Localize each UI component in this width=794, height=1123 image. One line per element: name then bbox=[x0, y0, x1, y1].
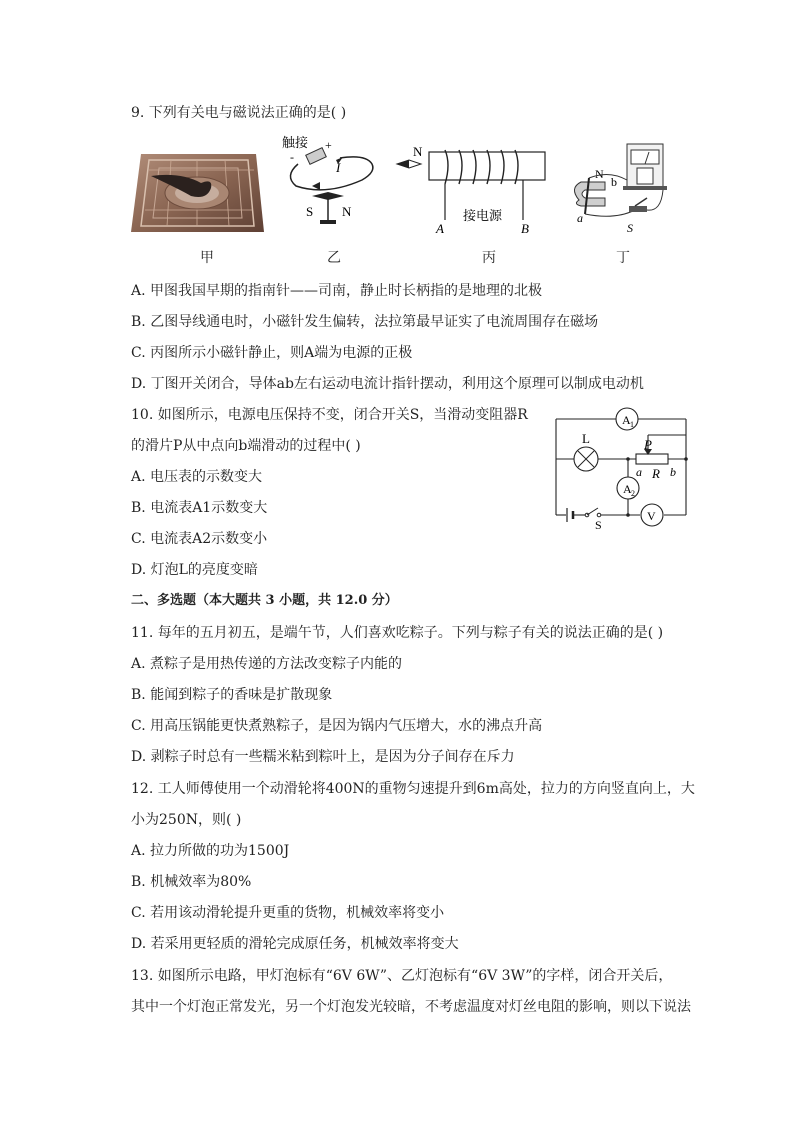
bing-a-label: A bbox=[436, 221, 444, 236]
circuit-a2-sub: 2 bbox=[631, 489, 635, 498]
yi-current-label: I bbox=[336, 160, 341, 175]
q10-stem-line1: 10. 如图所示，电源电压保持不变，闭合开关S，当滑动变阻器R bbox=[131, 407, 528, 423]
q10-option-d: D. 灯泡L的亮度变暗 bbox=[131, 562, 258, 578]
ding-b-label: b bbox=[611, 175, 617, 189]
q9-option-d: D. 丁图开关闭合，导体ab左右运动电流计指针摆动，利用这个原理可以制成电动机 bbox=[131, 376, 644, 392]
circuit-b-end-label: b bbox=[670, 465, 676, 479]
yi-n-label: N bbox=[342, 204, 352, 219]
q9-option-c: C. 丙图所示小磁针静止，则A端为电源的正极 bbox=[131, 345, 413, 361]
q12-stem-line1: 12. 工人师傅使用一个动滑轮将400N的重物匀速提升到6m高处，拉力的方向竖直向上，大 bbox=[131, 781, 695, 797]
q9-stem: 9. 下列有关电与磁说法正确的是( ) bbox=[131, 105, 347, 121]
circuit-lamp-label: L bbox=[582, 431, 590, 446]
q12-option-a: A. 拉力所做的功为1500J bbox=[131, 843, 290, 859]
q11-option-b: B. 能闻到粽子的香味是扩散现象 bbox=[131, 687, 333, 703]
q10-circuit-diagram bbox=[552, 405, 692, 530]
circuit-s-label: S bbox=[595, 518, 602, 530]
fig-ding-induction bbox=[565, 140, 675, 235]
q11-option-a: A. 煮粽子是用热传递的方法改变粽子内能的 bbox=[131, 656, 403, 672]
q10-option-a: A. 电压表的示数变大 bbox=[131, 469, 263, 485]
ding-s-label: S bbox=[627, 221, 633, 235]
q10-option-b: B. 电流表A1示数变大 bbox=[131, 500, 268, 516]
fig-ding-caption: 丁 bbox=[616, 250, 630, 266]
q13-stem-line1: 13. 如图所示电路，甲灯泡标有“6V 6W”、乙灯泡标有“6V 3W”的字样，闭合开关后， bbox=[131, 968, 673, 984]
circuit-a1-label: A bbox=[622, 413, 631, 427]
circuit-p-label: P bbox=[644, 437, 652, 452]
q11-option-d: D. 剥粽子时总有一些糯米粘到粽叶上，是因为分子间存在斥力 bbox=[131, 749, 515, 765]
q9-option-b: B. 乙图导线通电时，小磁针发生偏转，法拉第最早证实了电流周围存在磁场 bbox=[131, 314, 599, 330]
fig-jia-caption: 甲 bbox=[200, 250, 214, 266]
q9-option-a: A. 甲图我国早期的指南针——司南，静止时长柄指的是地理的北极 bbox=[131, 283, 543, 299]
q12-option-b: B. 机械效率为80% bbox=[131, 874, 252, 890]
fig-jia-compass-image bbox=[131, 150, 264, 234]
circuit-r-label: R bbox=[652, 466, 660, 481]
q12-option-c: C. 若用该动滑轮提升更重的货物，机械效率将变小 bbox=[131, 905, 445, 921]
circuit-a1-sub: 1 bbox=[630, 420, 634, 429]
circuit-a2-label: A bbox=[623, 482, 632, 496]
fig-bing-caption: 丙 bbox=[482, 250, 496, 266]
q12-stem-line2: 小为250N，则( ) bbox=[131, 812, 242, 828]
fig-yi-caption: 乙 bbox=[327, 250, 341, 266]
q13-stem-line2: 其中一个灯泡正常发光，另一个灯泡发光较暗，不考虑温度对灯丝电阻的影响，则以下说法 bbox=[131, 999, 691, 1015]
yi-s-label: S bbox=[306, 204, 314, 219]
fig-yi-oersted bbox=[276, 134, 382, 226]
bing-b-label: B bbox=[521, 221, 529, 236]
yi-plus-label: + bbox=[325, 138, 332, 152]
fig-bing-solenoid bbox=[395, 140, 550, 238]
yi-minus-label: - bbox=[290, 150, 294, 164]
yi-touch-label: 触接 bbox=[282, 135, 309, 150]
section-2-heading: 二、多选题（本大题共 3 小题，共 12.0 分） bbox=[131, 593, 398, 608]
bing-power-label: 接电源 bbox=[463, 208, 503, 223]
q12-option-d: D. 若采用更轻质的滑轮完成原任务，机械效率将变大 bbox=[131, 936, 459, 952]
circuit-v-label: V bbox=[647, 509, 656, 523]
q10-option-c: C. 电流表A2示数变小 bbox=[131, 531, 268, 547]
q11-option-c: C. 用高压锅能更快煮熟粽子，是因为锅内气压增大，水的沸点升高 bbox=[131, 718, 543, 734]
bing-n-label: N bbox=[413, 144, 423, 159]
ding-n-label: N bbox=[595, 167, 604, 181]
q11-stem: 11. 每年的五月初五，是端午节，人们喜欢吃粽子。下列与粽子有关的说法正确的是( ) bbox=[131, 625, 664, 641]
circuit-a-end-label: a bbox=[636, 465, 642, 479]
q10-stem-line2: 的滑片P从中点向b端滑动的过程中( ) bbox=[131, 438, 361, 454]
ding-a-label: a bbox=[577, 211, 583, 225]
